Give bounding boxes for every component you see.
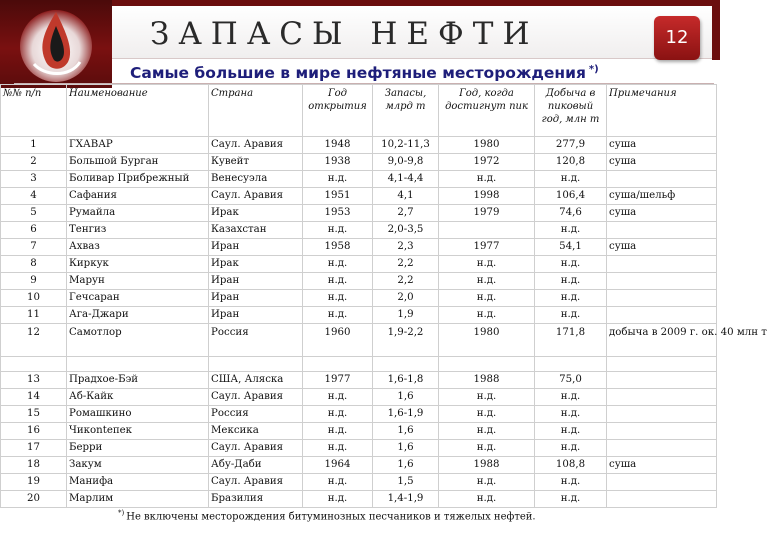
- cell-peak-year: н.д.: [439, 290, 535, 307]
- table-subtitle: [130, 64, 599, 82]
- cell-row-number: 14: [1, 389, 67, 406]
- cell-field-name: Гечсаран: [67, 290, 209, 307]
- cell-discovery-year: н.д.: [303, 474, 373, 491]
- cell-country: Абу-Даби: [209, 457, 303, 474]
- cell-discovery-year: 1964: [303, 457, 373, 474]
- cell-peak-year: н.д.: [439, 491, 535, 508]
- cell-country: Саул. Аравия: [209, 474, 303, 491]
- cell-peak-output: н.д.: [535, 423, 607, 440]
- cell-note: суша: [607, 154, 717, 171]
- cell-peak-output: н.д.: [535, 406, 607, 423]
- cell-peak-year: н.д.: [439, 256, 535, 273]
- flame-drop-logo-icon: [14, 2, 98, 86]
- cell-peak-year: 1998: [439, 188, 535, 205]
- col-header-peak-year: Год, когда достигнут пик: [439, 85, 535, 137]
- cell-row-number: 5: [1, 205, 67, 222]
- table-row: [1, 222, 717, 239]
- cell-note: [607, 222, 717, 239]
- cell-discovery-year: 1938: [303, 154, 373, 171]
- cell-note: [607, 273, 717, 290]
- subtitle-footnote-mark: *): [588, 64, 599, 75]
- cell-note: [607, 440, 717, 457]
- spacer-cell: [303, 357, 373, 372]
- cell-country: Иран: [209, 307, 303, 324]
- cell-row-number: 11: [1, 307, 67, 324]
- table-row: [1, 474, 717, 491]
- cell-country: Россия: [209, 324, 303, 357]
- spacer-cell: [607, 357, 717, 372]
- cell-reserves: 1,9-2,2: [373, 324, 439, 357]
- cell-country: Бразилия: [209, 491, 303, 508]
- cell-note: [607, 406, 717, 423]
- cell-row-number: 7: [1, 239, 67, 256]
- cell-note: [607, 389, 717, 406]
- cell-note: [607, 256, 717, 273]
- col-header-number: №№ п/п: [1, 85, 67, 137]
- cell-reserves: 1,6: [373, 457, 439, 474]
- cell-country: Мексика: [209, 423, 303, 440]
- cell-peak-output: н.д.: [535, 440, 607, 457]
- table-row: [1, 188, 717, 205]
- table-row: [1, 256, 717, 273]
- cell-peak-year: [439, 222, 535, 239]
- cell-country: Ирак: [209, 256, 303, 273]
- table-row: [1, 372, 717, 389]
- cell-note: добыча в 2009 г. ок. 40 млн т: [607, 324, 717, 357]
- cell-note: суша: [607, 457, 717, 474]
- table-row: [1, 273, 717, 290]
- cell-note: суша: [607, 137, 717, 154]
- cell-country: Иран: [209, 290, 303, 307]
- cell-country: Саул. Аравия: [209, 440, 303, 457]
- cell-row-number: 17: [1, 440, 67, 457]
- cell-peak-output: н.д.: [535, 389, 607, 406]
- cell-reserves: 2,2: [373, 256, 439, 273]
- cell-peak-year: 1980: [439, 324, 535, 357]
- cell-row-number: 12: [1, 324, 67, 357]
- table-row: [1, 154, 717, 171]
- cell-row-number: 3: [1, 171, 67, 188]
- cell-reserves: 4,1-4,4: [373, 171, 439, 188]
- cell-peak-output: н.д.: [535, 273, 607, 290]
- cell-discovery-year: н.д.: [303, 491, 373, 508]
- cell-country: Иран: [209, 239, 303, 256]
- table-row: [1, 423, 717, 440]
- table-row: [1, 457, 717, 474]
- cell-peak-year: н.д.: [439, 474, 535, 491]
- cell-country: Россия: [209, 406, 303, 423]
- cell-row-number: 16: [1, 423, 67, 440]
- cell-peak-output: 106,4: [535, 188, 607, 205]
- cell-country: Саул. Аравия: [209, 137, 303, 154]
- cell-peak-year: 1979: [439, 205, 535, 222]
- cell-note: суша: [607, 205, 717, 222]
- cell-reserves: 4,1: [373, 188, 439, 205]
- cell-discovery-year: 1951: [303, 188, 373, 205]
- cell-field-name: Тенгиз: [67, 222, 209, 239]
- cell-peak-year: н.д.: [439, 423, 535, 440]
- cell-peak-year: 1972: [439, 154, 535, 171]
- cell-country: Венесуэла: [209, 171, 303, 188]
- cell-peak-output: н.д.: [535, 491, 607, 508]
- cell-discovery-year: 1948: [303, 137, 373, 154]
- spacer-cell: [439, 357, 535, 372]
- cell-discovery-year: н.д.: [303, 406, 373, 423]
- cell-note: [607, 423, 717, 440]
- cell-row-number: 9: [1, 273, 67, 290]
- cell-reserves: 1,6-1,8: [373, 372, 439, 389]
- table-row: [1, 205, 717, 222]
- table-row: [1, 389, 717, 406]
- cell-field-name: Закум: [67, 457, 209, 474]
- table-row: [1, 239, 717, 256]
- cell-country: Казахстан: [209, 222, 303, 239]
- subtitle-text: Самые большие в мире нефтяные месторождения: [130, 64, 586, 83]
- cell-peak-year: 1988: [439, 372, 535, 389]
- footnote-mark: *): [118, 509, 125, 517]
- cell-field-name: Марлим: [67, 491, 209, 508]
- cell-field-name: Берри: [67, 440, 209, 457]
- cell-field-name: Сафания: [67, 188, 209, 205]
- cell-reserves: 2,0-3,5: [373, 222, 439, 239]
- cell-reserves: 10,2-11,3: [373, 137, 439, 154]
- cell-note: суша: [607, 239, 717, 256]
- spacer-cell: [209, 357, 303, 372]
- cell-row-number: 2: [1, 154, 67, 171]
- table-row: [1, 491, 717, 508]
- cell-field-name: Киркук: [67, 256, 209, 273]
- cell-peak-year: н.д.: [439, 406, 535, 423]
- cell-note: [607, 372, 717, 389]
- cell-reserves: 1,6: [373, 423, 439, 440]
- cell-peak-output: н.д.: [535, 256, 607, 273]
- table-header-row: [1, 85, 717, 137]
- cell-country: Кувейт: [209, 154, 303, 171]
- cell-reserves: 1,6: [373, 389, 439, 406]
- cell-row-number: 19: [1, 474, 67, 491]
- spacer-cell: [67, 357, 209, 372]
- table-row: [1, 440, 717, 457]
- cell-discovery-year: н.д.: [303, 256, 373, 273]
- col-header-discovery-year: Год открытия: [303, 85, 373, 137]
- cell-discovery-year: н.д.: [303, 290, 373, 307]
- cell-reserves: 1,5: [373, 474, 439, 491]
- cell-peak-output: н.д.: [535, 222, 607, 239]
- footnote: [118, 509, 536, 522]
- page-number-badge: 12: [654, 16, 700, 60]
- footnote-text: Не включены месторождения битуминозных песчаников и тяжелых нефтей.: [126, 511, 536, 523]
- cell-discovery-year: 1958: [303, 239, 373, 256]
- cell-peak-output: н.д.: [535, 307, 607, 324]
- cell-peak-year: 1980: [439, 137, 535, 154]
- cell-reserves: 2,7: [373, 205, 439, 222]
- cell-note: [607, 491, 717, 508]
- cell-peak-output: 171,8: [535, 324, 607, 357]
- cell-discovery-year: н.д.: [303, 389, 373, 406]
- cell-country: Саул. Аравия: [209, 188, 303, 205]
- cell-row-number: 18: [1, 457, 67, 474]
- cell-note: суша/шельф: [607, 188, 717, 205]
- cell-row-number: 13: [1, 372, 67, 389]
- col-header-peak-output: Добыча в пиковый год, млн т: [535, 85, 607, 137]
- cell-row-number: 6: [1, 222, 67, 239]
- cell-peak-year: н.д.: [439, 273, 535, 290]
- cell-peak-year: н.д.: [439, 440, 535, 457]
- cell-discovery-year: 1953: [303, 205, 373, 222]
- cell-peak-output: н.д.: [535, 290, 607, 307]
- cell-row-number: 8: [1, 256, 67, 273]
- cell-note: [607, 290, 717, 307]
- cell-peak-output: 120,8: [535, 154, 607, 171]
- table-row: [1, 290, 717, 307]
- cell-reserves: 2,0: [373, 290, 439, 307]
- cell-discovery-year: н.д.: [303, 423, 373, 440]
- cell-peak-year: н.д.: [439, 307, 535, 324]
- oilfields-table: [0, 84, 767, 508]
- cell-note: [607, 171, 717, 188]
- cell-country: Иран: [209, 273, 303, 290]
- cell-field-name: Аб-Кайк: [67, 389, 209, 406]
- cell-field-name: Чикontепек: [67, 423, 209, 440]
- cell-note: [607, 474, 717, 491]
- cell-peak-year: н.д.: [439, 171, 535, 188]
- table-row: [1, 171, 717, 188]
- cell-reserves: 9,0-9,8: [373, 154, 439, 171]
- spacer-cell: [535, 357, 607, 372]
- cell-discovery-year: н.д.: [303, 273, 373, 290]
- cell-reserves: 2,3: [373, 239, 439, 256]
- col-header-notes: Примечания: [607, 85, 717, 137]
- cell-row-number: 4: [1, 188, 67, 205]
- cell-discovery-year: н.д.: [303, 171, 373, 188]
- cell-discovery-year: 1960: [303, 324, 373, 357]
- cell-peak-output: н.д.: [535, 171, 607, 188]
- cell-peak-output: 75,0: [535, 372, 607, 389]
- cell-row-number: 20: [1, 491, 67, 508]
- cell-field-name: Большой Бурган: [67, 154, 209, 171]
- cell-peak-output: 108,8: [535, 457, 607, 474]
- cell-discovery-year: н.д.: [303, 440, 373, 457]
- cell-peak-year: н.д.: [439, 389, 535, 406]
- cell-field-name: Ага-Джари: [67, 307, 209, 324]
- table-row: [1, 324, 717, 357]
- cell-reserves: 2,2: [373, 273, 439, 290]
- cell-field-name: Боливар Прибрежный: [67, 171, 209, 188]
- cell-peak-output: 74,6: [535, 205, 607, 222]
- page-title: ЗАПАСЫ НЕФТИ: [150, 16, 539, 52]
- cell-country: Ирак: [209, 205, 303, 222]
- cell-peak-output: н.д.: [535, 474, 607, 491]
- cell-field-name: ГХАВАР: [67, 137, 209, 154]
- cell-peak-output: 277,9: [535, 137, 607, 154]
- cell-country: Саул. Аравия: [209, 389, 303, 406]
- cell-field-name: Румайла: [67, 205, 209, 222]
- table-row: [1, 406, 717, 423]
- cell-note: [607, 307, 717, 324]
- cell-field-name: Манифа: [67, 474, 209, 491]
- cell-field-name: Прадхое-Бэй: [67, 372, 209, 389]
- table-row: [1, 137, 717, 154]
- cell-discovery-year: н.д.: [303, 222, 373, 239]
- cell-peak-output: 54,1: [535, 239, 607, 256]
- cell-peak-year: 1988: [439, 457, 535, 474]
- spacer-cell: [1, 357, 67, 372]
- cell-reserves: 1,4-1,9: [373, 491, 439, 508]
- cell-reserves: 1,6-1,9: [373, 406, 439, 423]
- table-body: [1, 137, 767, 508]
- col-header-name: Наименование: [67, 85, 209, 137]
- cell-field-name: Марун: [67, 273, 209, 290]
- cell-field-name: Ахваз: [67, 239, 209, 256]
- table-row: [1, 307, 717, 324]
- spacer-cell: [373, 357, 439, 372]
- cell-reserves: 1,6: [373, 440, 439, 457]
- cell-reserves: 1,9: [373, 307, 439, 324]
- col-header-country: Страна: [209, 85, 303, 137]
- cell-field-name: Ромашкино: [67, 406, 209, 423]
- table-spacer-row: [1, 357, 717, 372]
- cell-discovery-year: н.д.: [303, 307, 373, 324]
- cell-country: США, Аляска: [209, 372, 303, 389]
- col-header-reserves: Запасы, млрд т: [373, 85, 439, 137]
- cell-field-name: Самотлор: [67, 324, 209, 357]
- cell-row-number: 10: [1, 290, 67, 307]
- header-right-border: [712, 0, 720, 60]
- cell-row-number: 15: [1, 406, 67, 423]
- cell-discovery-year: 1977: [303, 372, 373, 389]
- cell-peak-year: 1977: [439, 239, 535, 256]
- cell-row-number: 1: [1, 137, 67, 154]
